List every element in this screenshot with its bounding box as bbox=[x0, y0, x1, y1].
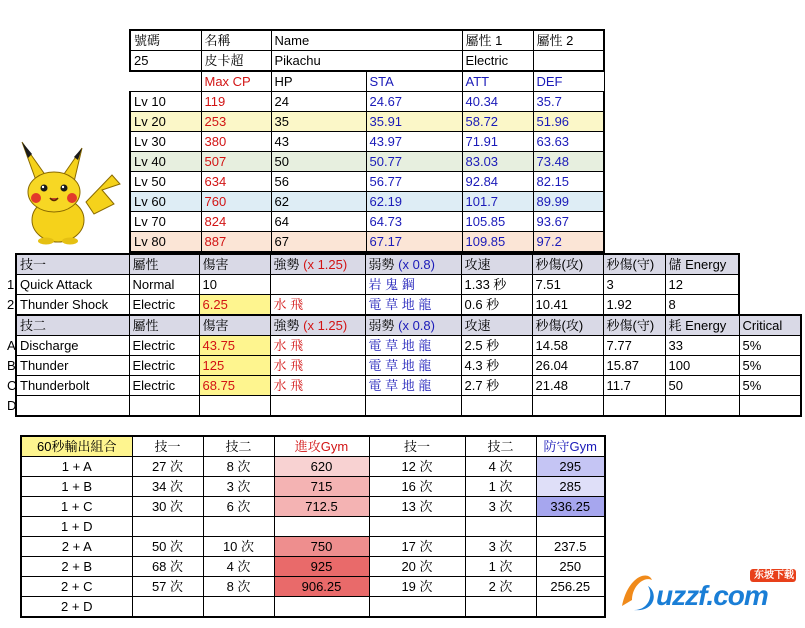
hp: 43 bbox=[271, 132, 366, 152]
level-row bbox=[130, 232, 604, 253]
defend-gym-output: 256.25 bbox=[536, 577, 605, 597]
move-speed: 4.3 秒 bbox=[461, 356, 532, 376]
charge-header-damage: 傷害 bbox=[199, 315, 270, 336]
move-weak: 電 草 地 龍 bbox=[365, 376, 461, 396]
sta: 35.91 bbox=[366, 112, 462, 132]
move-energy: 100 bbox=[665, 356, 739, 376]
move-dps-attack bbox=[532, 396, 603, 417]
defend-quick-count: 17 次 bbox=[369, 537, 465, 557]
quick-header-speed: 攻速 bbox=[461, 254, 532, 275]
attack-gym-output: 750 bbox=[274, 537, 369, 557]
combo-header-defend-gym: 防守Gym bbox=[536, 436, 605, 457]
move-damage: 10 bbox=[199, 275, 270, 295]
combo-label: 2 + A bbox=[21, 537, 132, 557]
move-strong: 水 飛 bbox=[270, 356, 365, 376]
combo-row bbox=[21, 597, 605, 618]
move-energy: 8 bbox=[665, 295, 739, 316]
combo-label: 1 + C bbox=[21, 497, 132, 517]
combo-header-charge-def: 技二 bbox=[465, 436, 536, 457]
attack-charge-count: 8 次 bbox=[203, 457, 274, 477]
hp: 56 bbox=[271, 172, 366, 192]
att: 83.03 bbox=[462, 152, 533, 172]
level-label: Lv 20 bbox=[130, 112, 201, 132]
combo-header-charge-atk: 技二 bbox=[203, 436, 274, 457]
pokemon-name: Pikachu bbox=[271, 51, 462, 72]
level-label: Lv 70 bbox=[130, 212, 201, 232]
defend-quick-count bbox=[369, 517, 465, 537]
move-speed: 2.5 秒 bbox=[461, 336, 532, 356]
sta: 24.67 bbox=[366, 92, 462, 112]
charge-move-row bbox=[4, 376, 801, 396]
move-dps-defend: 1.92 bbox=[603, 295, 665, 316]
def: 35.7 bbox=[533, 92, 604, 112]
defend-gym-output bbox=[536, 517, 605, 537]
move-index: B bbox=[7, 358, 16, 373]
att: 71.91 bbox=[462, 132, 533, 152]
move-name: Thunderbolt bbox=[16, 376, 129, 396]
combo-row bbox=[21, 517, 605, 537]
move-speed: 0.6 秒 bbox=[461, 295, 532, 316]
hp: 24 bbox=[271, 92, 366, 112]
move-name: Thunder bbox=[16, 356, 129, 376]
header-def: DEF bbox=[533, 71, 604, 92]
move-strong bbox=[270, 275, 365, 295]
move-weak: 電 草 地 龍 bbox=[365, 295, 461, 316]
move-name bbox=[16, 396, 129, 417]
pokemon-type2 bbox=[533, 51, 604, 72]
level-label: Lv 10 bbox=[130, 92, 201, 112]
attack-charge-count: 8 次 bbox=[203, 577, 274, 597]
def: 89.99 bbox=[533, 192, 604, 212]
move-critical: 5% bbox=[739, 356, 801, 376]
move-type: Electric bbox=[129, 295, 199, 316]
move-damage: 68.75 bbox=[199, 376, 270, 396]
header-sta: STA bbox=[366, 71, 462, 92]
max-cp: 253 bbox=[201, 112, 271, 132]
charge-header-critical: Critical bbox=[739, 315, 801, 336]
quick-header-dps-defend: 秒傷(守) bbox=[603, 254, 665, 275]
attack-gym-output: 620 bbox=[274, 457, 369, 477]
def: 73.48 bbox=[533, 152, 604, 172]
defend-quick-count: 16 次 bbox=[369, 477, 465, 497]
move-type: Electric bbox=[129, 356, 199, 376]
pokemon-name-cn: 皮卡超 bbox=[201, 51, 271, 72]
defend-gym-output: 295 bbox=[536, 457, 605, 477]
combo-row bbox=[21, 557, 605, 577]
combo-label: 2 + D bbox=[21, 597, 132, 618]
move-speed: 2.7 秒 bbox=[461, 376, 532, 396]
combo-header: 60秒輸出組合 bbox=[21, 436, 132, 457]
move-critical: 5% bbox=[739, 336, 801, 356]
move-dps-attack: 10.41 bbox=[532, 295, 603, 316]
hp: 64 bbox=[271, 212, 366, 232]
charge-header-speed: 攻速 bbox=[461, 315, 532, 336]
level-label: Lv 80 bbox=[130, 232, 201, 253]
move-critical: 5% bbox=[739, 376, 801, 396]
move-damage: 43.75 bbox=[199, 336, 270, 356]
att: 58.72 bbox=[462, 112, 533, 132]
move-name: Quick Attack bbox=[16, 275, 129, 295]
move-dps-defend: 11.7 bbox=[603, 376, 665, 396]
defend-quick-count: 20 次 bbox=[369, 557, 465, 577]
combo-row bbox=[21, 577, 605, 597]
defend-gym-output: 250 bbox=[536, 557, 605, 577]
attack-quick-count: 68 次 bbox=[132, 557, 203, 577]
charge-header-energy: 耗 Energy bbox=[665, 315, 739, 336]
combo-row bbox=[21, 537, 605, 557]
att: 105.85 bbox=[462, 212, 533, 232]
combo-label: 1 + A bbox=[21, 457, 132, 477]
att: 40.34 bbox=[462, 92, 533, 112]
hp: 50 bbox=[271, 152, 366, 172]
logo-badge: 东坡下载 bbox=[754, 570, 794, 581]
move-strong bbox=[270, 396, 365, 417]
max-cp: 507 bbox=[201, 152, 271, 172]
quick-header-move: 技一 bbox=[16, 254, 129, 275]
charge-move-row bbox=[4, 356, 801, 376]
defend-quick-count bbox=[369, 597, 465, 618]
move-type: Electric bbox=[129, 336, 199, 356]
defend-quick-count: 19 次 bbox=[369, 577, 465, 597]
attack-gym-output bbox=[274, 597, 369, 618]
level-row bbox=[130, 192, 604, 212]
attack-quick-count: 57 次 bbox=[132, 577, 203, 597]
sta: 56.77 bbox=[366, 172, 462, 192]
level-label: Lv 30 bbox=[130, 132, 201, 152]
defend-quick-count: 13 次 bbox=[369, 497, 465, 517]
quick-header-strong: 強勢 (x 1.25) bbox=[270, 254, 365, 275]
move-speed bbox=[461, 396, 532, 417]
move-damage: 125 bbox=[199, 356, 270, 376]
charge-header-type: 屬性 bbox=[129, 315, 199, 336]
defend-charge-count bbox=[465, 517, 536, 537]
quick-header-damage: 傷害 bbox=[199, 254, 270, 275]
combo-table bbox=[20, 435, 606, 618]
defend-charge-count: 2 次 bbox=[465, 577, 536, 597]
defend-gym-output: 336.25 bbox=[536, 497, 605, 517]
level-row bbox=[130, 212, 604, 232]
charge-move-row bbox=[4, 336, 801, 356]
defend-charge-count: 1 次 bbox=[465, 477, 536, 497]
site-logo bbox=[618, 566, 798, 616]
move-type bbox=[129, 396, 199, 417]
charge-header-move: 技二 bbox=[16, 315, 129, 336]
move-name: Thunder Shock bbox=[16, 295, 129, 316]
move-dps-attack: 21.48 bbox=[532, 376, 603, 396]
header-att: ATT bbox=[462, 71, 533, 92]
move-critical bbox=[739, 396, 801, 417]
attack-quick-count bbox=[132, 517, 203, 537]
level-row bbox=[130, 132, 604, 152]
move-speed: 1.33 秒 bbox=[461, 275, 532, 295]
defend-charge-count bbox=[465, 597, 536, 618]
quick-header-energy: 儲 Energy bbox=[665, 254, 739, 275]
hp: 35 bbox=[271, 112, 366, 132]
attack-quick-count: 27 次 bbox=[132, 457, 203, 477]
level-row bbox=[130, 92, 604, 112]
attack-quick-count bbox=[132, 597, 203, 618]
attack-charge-count: 6 次 bbox=[203, 497, 274, 517]
move-dps-defend: 3 bbox=[603, 275, 665, 295]
header-max-cp: Max CP bbox=[201, 71, 271, 92]
header-name-cn: 名稱 bbox=[201, 30, 271, 51]
move-dps-defend bbox=[603, 396, 665, 417]
attack-gym-output: 906.25 bbox=[274, 577, 369, 597]
defend-charge-count: 4 次 bbox=[465, 457, 536, 477]
level-label: Lv 50 bbox=[130, 172, 201, 192]
move-dps-attack: 14.58 bbox=[532, 336, 603, 356]
sta: 50.77 bbox=[366, 152, 462, 172]
move-damage: 6.25 bbox=[199, 295, 270, 316]
defend-gym-output bbox=[536, 597, 605, 618]
combo-header-quick-def: 技一 bbox=[369, 436, 465, 457]
hp: 62 bbox=[271, 192, 366, 212]
header-name: Name bbox=[271, 30, 462, 51]
def: 82.15 bbox=[533, 172, 604, 192]
combo-label: 2 + C bbox=[21, 577, 132, 597]
move-energy: 33 bbox=[665, 336, 739, 356]
combo-header-quick-atk: 技一 bbox=[132, 436, 203, 457]
move-index: D bbox=[7, 398, 16, 414]
stats-table bbox=[129, 29, 605, 253]
defend-charge-count: 3 次 bbox=[465, 497, 536, 517]
defend-quick-count: 12 次 bbox=[369, 457, 465, 477]
move-type: Normal bbox=[129, 275, 199, 295]
attack-charge-count: 4 次 bbox=[203, 557, 274, 577]
move-strong: 水 飛 bbox=[270, 295, 365, 316]
def: 97.2 bbox=[533, 232, 604, 253]
attack-charge-count: 10 次 bbox=[203, 537, 274, 557]
level-row bbox=[130, 172, 604, 192]
quick-header-type: 屬性 bbox=[129, 254, 199, 275]
level-row bbox=[130, 152, 604, 172]
combo-row bbox=[21, 477, 605, 497]
attack-quick-count: 34 次 bbox=[132, 477, 203, 497]
move-strong: 水 飛 bbox=[270, 336, 365, 356]
attack-gym-output bbox=[274, 517, 369, 537]
move-name: Discharge bbox=[16, 336, 129, 356]
def: 93.67 bbox=[533, 212, 604, 232]
att: 109.85 bbox=[462, 232, 533, 253]
move-index: A bbox=[7, 338, 16, 353]
sta: 64.73 bbox=[366, 212, 462, 232]
max-cp: 760 bbox=[201, 192, 271, 212]
max-cp: 824 bbox=[201, 212, 271, 232]
defend-charge-count: 1 次 bbox=[465, 557, 536, 577]
attack-gym-output: 925 bbox=[274, 557, 369, 577]
def: 51.96 bbox=[533, 112, 604, 132]
combo-row bbox=[21, 497, 605, 517]
header-hp: HP bbox=[271, 71, 366, 92]
hp: 67 bbox=[271, 232, 366, 253]
sta: 43.97 bbox=[366, 132, 462, 152]
max-cp: 119 bbox=[201, 92, 271, 112]
attack-charge-count bbox=[203, 517, 274, 537]
level-label: Lv 60 bbox=[130, 192, 201, 212]
move-type: Electric bbox=[129, 376, 199, 396]
max-cp: 887 bbox=[201, 232, 271, 253]
header-type2: 屬性 2 bbox=[533, 30, 604, 51]
quick-header-weak: 弱勢 (x 0.8) bbox=[365, 254, 461, 275]
defend-charge-count: 3 次 bbox=[465, 537, 536, 557]
move-weak: 岩 鬼 鋼 bbox=[365, 275, 461, 295]
defend-gym-output: 285 bbox=[536, 477, 605, 497]
charge-header-dps-attack: 秒傷(攻) bbox=[532, 315, 603, 336]
combo-label: 1 + D bbox=[21, 517, 132, 537]
def: 63.63 bbox=[533, 132, 604, 152]
logo-text: uzzf.com bbox=[656, 580, 768, 611]
attack-quick-count: 50 次 bbox=[132, 537, 203, 557]
move-energy: 50 bbox=[665, 376, 739, 396]
sta: 62.19 bbox=[366, 192, 462, 212]
move-index: 1 bbox=[7, 277, 15, 292]
combo-label: 2 + B bbox=[21, 557, 132, 577]
charge-header-dps-defend: 秒傷(守) bbox=[603, 315, 665, 336]
att: 101.7 bbox=[462, 192, 533, 212]
attack-quick-count: 30 次 bbox=[132, 497, 203, 517]
moves-table bbox=[4, 253, 802, 417]
combo-label: 1 + B bbox=[21, 477, 132, 497]
move-dps-defend: 7.77 bbox=[603, 336, 665, 356]
quick-header-dps-attack: 秒傷(攻) bbox=[532, 254, 603, 275]
charge-header-weak: 弱勢 (x 0.8) bbox=[365, 315, 461, 336]
max-cp: 380 bbox=[201, 132, 271, 152]
quick-move-row bbox=[4, 295, 801, 316]
move-damage bbox=[199, 396, 270, 417]
move-energy: 12 bbox=[665, 275, 739, 295]
move-index: C bbox=[7, 378, 16, 393]
level-label: Lv 40 bbox=[130, 152, 201, 172]
move-weak: 電 草 地 龍 bbox=[365, 356, 461, 376]
level-row bbox=[130, 112, 604, 132]
combo-row bbox=[21, 457, 605, 477]
charge-header-strong: 強勢 (x 1.25) bbox=[270, 315, 365, 336]
header-type1: 屬性 1 bbox=[462, 30, 533, 51]
move-weak: 電 草 地 龍 bbox=[365, 336, 461, 356]
sta: 67.17 bbox=[366, 232, 462, 253]
combo-header-attack-gym: 進攻Gym bbox=[274, 436, 369, 457]
move-energy bbox=[665, 396, 739, 417]
move-strong: 水 飛 bbox=[270, 376, 365, 396]
attack-gym-output: 715 bbox=[274, 477, 369, 497]
attack-gym-output: 712.5 bbox=[274, 497, 369, 517]
max-cp: 634 bbox=[201, 172, 271, 192]
pokemon-type1: Electric bbox=[462, 51, 533, 72]
move-dps-attack: 7.51 bbox=[532, 275, 603, 295]
pokemon-number: 25 bbox=[130, 51, 201, 72]
charge-move-row bbox=[4, 396, 801, 417]
att: 92.84 bbox=[462, 172, 533, 192]
attack-charge-count bbox=[203, 597, 274, 618]
move-weak bbox=[365, 396, 461, 417]
pikachu-image bbox=[16, 140, 124, 245]
attack-charge-count: 3 次 bbox=[203, 477, 274, 497]
header-no: 號碼 bbox=[130, 30, 201, 51]
quick-move-row bbox=[4, 275, 801, 295]
move-dps-defend: 15.87 bbox=[603, 356, 665, 376]
move-dps-attack: 26.04 bbox=[532, 356, 603, 376]
defend-gym-output: 237.5 bbox=[536, 537, 605, 557]
move-index: 2 bbox=[7, 297, 15, 313]
